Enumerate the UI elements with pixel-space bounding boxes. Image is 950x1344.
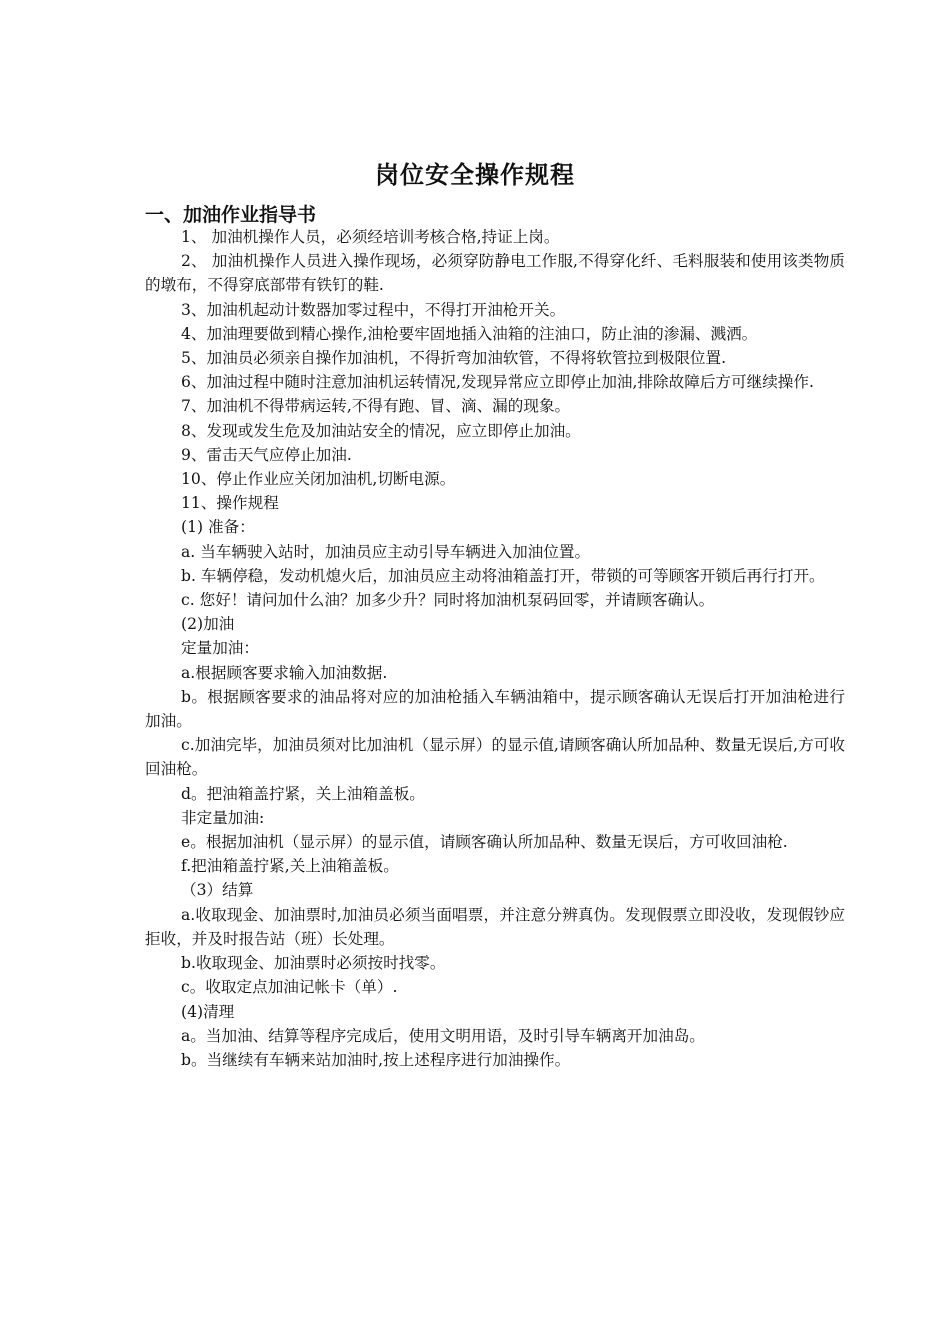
paragraph: b。根据顾客要求的油品将对应的加油枪插入车辆油箱中，提示顾客确认无误后打开加油枪进行加油。 <box>145 687 845 731</box>
paragraph: 1、 加油机操作人员，必须经培训考核合格,持证上岗。 <box>181 228 560 246</box>
paragraph: 7、加油机不得带病运转,不得有跑、冒、滴、漏的现象。 <box>181 397 571 416</box>
paragraph: 5、加油员必须亲自操作加油机，不得折弯加油软管，不得将软管拉到极限位置. <box>181 349 727 368</box>
paragraph: a.收取现金、加油票时,加油员必须当面唱票，并注意分辨真伪。发现假票立即没收，发现假钞应拒收，并及时报告站（班）长处理。 <box>145 905 845 948</box>
paragraph: 10、停止作业应关闭加油机,切断电源。 <box>181 470 456 489</box>
paragraph: (1) 准备： <box>181 518 255 537</box>
document-body <box>145 225 845 1072</box>
paragraph: 9、雷击天气应停止加油. <box>181 445 352 464</box>
paragraph: 8、发现或发生危及加油站安全的情况，应立即停止加油。 <box>181 421 581 440</box>
paragraph: e。根据加油机（显示屏）的显示值，请顾客确认所加品种、数量无误后，方可收回油枪. <box>181 833 788 852</box>
paragraph: b。当继续有车辆来站加油时,按上述程序进行加油操作。 <box>181 1050 571 1069</box>
paragraph: b.收取现金、加油票时必须按时找零。 <box>181 954 446 973</box>
section-heading: 一、加油作业指导书 <box>145 204 317 226</box>
paragraph: b. 车辆停稳，发动机熄火后，加油员应主动将油箱盖打开，带锁的可等顾客开锁后再行打开。 <box>181 566 825 585</box>
paragraph: 非定量加油: <box>181 808 265 827</box>
paragraph: 11、操作规程 <box>181 494 279 513</box>
paragraph: a. 当车辆驶入站时，加油员应主动引导车辆进入加油位置。 <box>181 542 591 561</box>
paragraph: 3、加油机起动计数器加零过程中，不得打开油枪开关。 <box>181 300 566 319</box>
paragraph: 4、加油理要做到精心操作,油枪要牢固地插入油箱的注油口，防止油的渗漏、溅洒。 <box>181 324 758 343</box>
paragraph: c。收取定点加油记帐卡（单）. <box>181 978 398 997</box>
paragraph: 2、 加油机操作人员进入操作现场，必须穿防静电工作服,不得穿化纤、毛料服装和使用该类物质的墩布，不得穿底部带有铁钉的鞋. <box>145 252 845 295</box>
paragraph: f.把油箱盖拧紧,关上油箱盖板。 <box>181 857 399 876</box>
document-title: 岗位安全操作规程 <box>375 161 575 189</box>
paragraph: 6、加油过程中随时注意加油机运转情况,发现异常应立即停止加油,排除故障后方可继续操作. <box>181 373 814 392</box>
paragraph: c. 您好！请问加什么油？加多少升？同时将加油机泵码回零，并请顾客确认。 <box>181 591 715 610</box>
paragraph: (4)清理 <box>181 1002 235 1021</box>
paragraph: d。把油箱盖拧紧，关上油箱盖板。 <box>181 784 425 803</box>
paragraph: c.加油完毕，加油员须对比加油机（显示屏）的显示值,请顾客确认所加品种、数量无误后,方可收回油枪。 <box>145 736 845 779</box>
paragraph: a。当加油、结算等程序完成后，使用文明用语，及时引导车辆离开加油岛。 <box>181 1026 705 1045</box>
paragraph: 定量加油： <box>181 639 259 658</box>
paragraph: (2)加油 <box>181 615 235 634</box>
paragraph: （3）结算 <box>181 881 254 900</box>
paragraph: a.根据顾客要求输入加油数据. <box>181 663 388 682</box>
